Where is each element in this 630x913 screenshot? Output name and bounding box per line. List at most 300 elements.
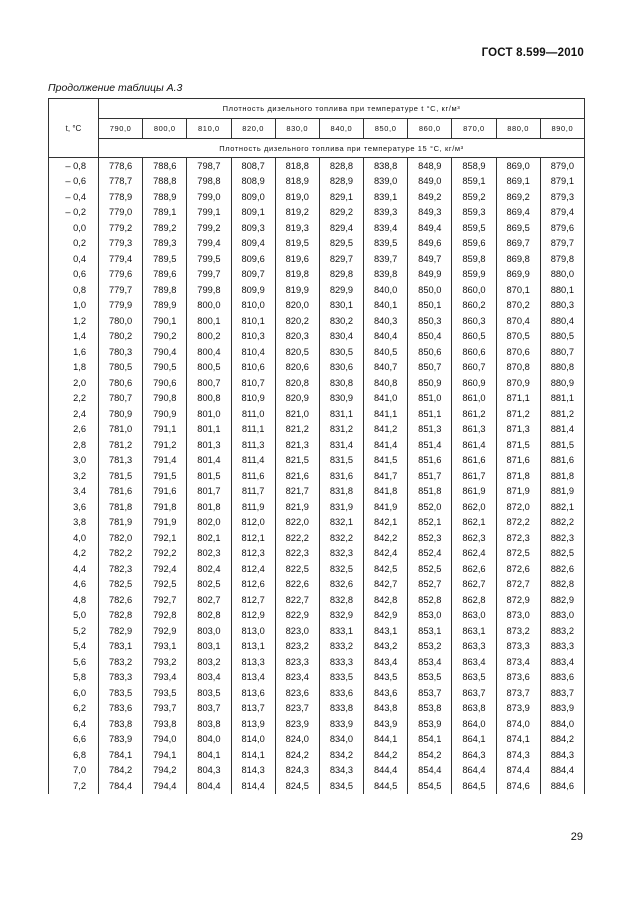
density-cell: 782,0 xyxy=(99,530,143,546)
temperature-cell: 0,8 xyxy=(49,282,99,298)
density-cell: 808,7 xyxy=(231,158,275,174)
density-column-header: 870,0 xyxy=(452,119,496,139)
density-cell: 821,3 xyxy=(275,437,319,453)
density-cell: 820,9 xyxy=(275,391,319,407)
density-cell: 833,3 xyxy=(319,654,363,670)
density-cell: 789,5 xyxy=(143,251,187,267)
density-cell: 780,0 xyxy=(99,313,143,329)
table-row xyxy=(49,406,585,422)
density-cell: 862,0 xyxy=(452,499,496,515)
density-cell: 860,2 xyxy=(452,298,496,314)
density-cell: 782,5 xyxy=(99,577,143,593)
density-cell: 802,1 xyxy=(187,530,231,546)
density-cell: 879,4 xyxy=(540,205,584,221)
density-cell: 869,1 xyxy=(496,174,540,190)
density-cell: 880,8 xyxy=(540,360,584,376)
density-cell: 833,5 xyxy=(319,670,363,686)
density-cell: 800,1 xyxy=(187,313,231,329)
temperature-cell: 2,0 xyxy=(49,375,99,391)
density-cell: 840,7 xyxy=(364,360,408,376)
density-cell: 784,4 xyxy=(99,778,143,794)
temperature-cell: 4,6 xyxy=(49,577,99,593)
density-cell: 791,9 xyxy=(143,515,187,531)
density-cell: 853,9 xyxy=(408,716,452,732)
table-row xyxy=(49,158,585,174)
temperature-cell: 1,2 xyxy=(49,313,99,329)
temperature-cell: 5,2 xyxy=(49,623,99,639)
density-cell: 810,9 xyxy=(231,391,275,407)
density-cell: 810,7 xyxy=(231,375,275,391)
temperature-cell: 6,4 xyxy=(49,716,99,732)
density-cell: 864,0 xyxy=(452,716,496,732)
density-cell: 874,0 xyxy=(496,716,540,732)
density-cell: 873,4 xyxy=(496,654,540,670)
density-cell: 828,8 xyxy=(319,158,363,174)
density-cell: 800,0 xyxy=(187,298,231,314)
density-cell: 862,4 xyxy=(452,546,496,562)
density-cell: 792,1 xyxy=(143,530,187,546)
density-cell: 833,1 xyxy=(319,623,363,639)
density-cell: 782,9 xyxy=(99,623,143,639)
density-cell: 860,0 xyxy=(452,282,496,298)
density-cell: 788,9 xyxy=(143,189,187,205)
density-cell: 809,1 xyxy=(231,205,275,221)
density-cell: 821,9 xyxy=(275,499,319,515)
density-cell: 829,7 xyxy=(319,251,363,267)
density-cell: 791,1 xyxy=(143,422,187,438)
density-cell: 782,2 xyxy=(99,546,143,562)
density-cell: 833,6 xyxy=(319,685,363,701)
density-cell: 814,4 xyxy=(231,778,275,794)
density-cell: 854,1 xyxy=(408,732,452,748)
density-cell: 800,2 xyxy=(187,329,231,345)
density-cell: 783,9 xyxy=(99,732,143,748)
table-row xyxy=(49,716,585,732)
density-cell: 812,4 xyxy=(231,561,275,577)
density-cell: 872,9 xyxy=(496,592,540,608)
density-cell: 879,1 xyxy=(540,174,584,190)
density-cell: 859,6 xyxy=(452,236,496,252)
table-row xyxy=(49,670,585,686)
density-cell: 834,0 xyxy=(319,732,363,748)
density-cell: 778,7 xyxy=(99,174,143,190)
density-cell: 829,8 xyxy=(319,267,363,283)
density-cell: 804,1 xyxy=(187,747,231,763)
density-cell: 794,0 xyxy=(143,732,187,748)
density-cell: 782,6 xyxy=(99,592,143,608)
density-cell: 869,7 xyxy=(496,236,540,252)
density-cell: 802,0 xyxy=(187,515,231,531)
density-cell: 882,6 xyxy=(540,561,584,577)
density-cell: 823,9 xyxy=(275,716,319,732)
density-cell: 840,5 xyxy=(364,344,408,360)
density-cell: 844,5 xyxy=(364,778,408,794)
density-cell: 813,7 xyxy=(231,701,275,717)
density-cell: 862,1 xyxy=(452,515,496,531)
density-cell: 880,1 xyxy=(540,282,584,298)
density-cell: 801,5 xyxy=(187,468,231,484)
temperature-cell: 4,2 xyxy=(49,546,99,562)
density-cell: 794,1 xyxy=(143,747,187,763)
density-cell: 779,9 xyxy=(99,298,143,314)
table-row xyxy=(49,623,585,639)
density-cell: 811,6 xyxy=(231,468,275,484)
density-cell: 883,4 xyxy=(540,654,584,670)
density-cell: 793,4 xyxy=(143,670,187,686)
table-row xyxy=(49,236,585,252)
temperature-cell: 0,0 xyxy=(49,220,99,236)
density-cell: 843,5 xyxy=(364,670,408,686)
density-cell: 859,1 xyxy=(452,174,496,190)
density-cell: 803,7 xyxy=(187,701,231,717)
density-cell: 874,6 xyxy=(496,778,540,794)
density-cell: 821,0 xyxy=(275,406,319,422)
density-cell: 803,8 xyxy=(187,716,231,732)
density-cell: 853,5 xyxy=(408,670,452,686)
density-cell: 870,9 xyxy=(496,375,540,391)
density-cell: 880,5 xyxy=(540,329,584,345)
temperature-cell: 5,0 xyxy=(49,608,99,624)
density-cell: 778,9 xyxy=(99,189,143,205)
density-cell: 842,5 xyxy=(364,561,408,577)
density-cell: 783,6 xyxy=(99,701,143,717)
density-cell: 881,4 xyxy=(540,422,584,438)
density-cell: 790,4 xyxy=(143,344,187,360)
density-cell: 779,3 xyxy=(99,236,143,252)
density-cell: 792,5 xyxy=(143,577,187,593)
density-cell: 811,3 xyxy=(231,437,275,453)
density-cell: 834,5 xyxy=(319,778,363,794)
density-cell: 803,4 xyxy=(187,670,231,686)
temperature-cell: – 0,8 xyxy=(49,158,99,174)
density-cell: 843,2 xyxy=(364,639,408,655)
density-cell: 790,6 xyxy=(143,375,187,391)
density-cell: 841,1 xyxy=(364,406,408,422)
density-cell: 843,8 xyxy=(364,701,408,717)
density-cell: 839,1 xyxy=(364,189,408,205)
density-cell: 789,6 xyxy=(143,267,187,283)
table-row xyxy=(49,530,585,546)
density-cell: 864,1 xyxy=(452,732,496,748)
density-cell: 811,7 xyxy=(231,484,275,500)
density-cell: 871,2 xyxy=(496,406,540,422)
density-cell: 784,1 xyxy=(99,747,143,763)
density-cell: 880,9 xyxy=(540,375,584,391)
table-row xyxy=(49,685,585,701)
density-cell: 862,6 xyxy=(452,561,496,577)
table-row xyxy=(49,577,585,593)
density-cell: 824,2 xyxy=(275,747,319,763)
density-cell: 849,4 xyxy=(408,220,452,236)
table-row xyxy=(49,608,585,624)
density-cell: 809,7 xyxy=(231,267,275,283)
temperature-cell: 3,0 xyxy=(49,453,99,469)
density-cell: 864,3 xyxy=(452,747,496,763)
density-cell: 871,6 xyxy=(496,453,540,469)
page-number: 29 xyxy=(570,831,583,843)
density-header-row xyxy=(49,119,585,139)
density-cell: 882,9 xyxy=(540,592,584,608)
temperature-cell: 3,2 xyxy=(49,468,99,484)
temperature-cell: 2,4 xyxy=(49,406,99,422)
density-cell: 800,5 xyxy=(187,360,231,376)
temperature-cell: 6,6 xyxy=(49,732,99,748)
table-row xyxy=(49,282,585,298)
density-cell: 823,2 xyxy=(275,639,319,655)
density-cell: 850,0 xyxy=(408,282,452,298)
density-cell: 873,9 xyxy=(496,701,540,717)
density-cell: 830,1 xyxy=(319,298,363,314)
density-cell: 883,2 xyxy=(540,623,584,639)
density-cell: 824,0 xyxy=(275,732,319,748)
density-cell: 820,6 xyxy=(275,360,319,376)
density-cell: 831,4 xyxy=(319,437,363,453)
density-cell: 802,5 xyxy=(187,577,231,593)
density-cell: 819,8 xyxy=(275,267,319,283)
density-cell: 801,1 xyxy=(187,422,231,438)
table-row xyxy=(49,422,585,438)
density-cell: 831,9 xyxy=(319,499,363,515)
density-cell: 803,1 xyxy=(187,639,231,655)
density-column-header: 790,0 xyxy=(99,119,143,139)
temperature-cell: 7,0 xyxy=(49,763,99,779)
temperature-cell: 2,6 xyxy=(49,422,99,438)
table-row xyxy=(49,298,585,314)
temperature-cell: – 0,6 xyxy=(49,174,99,190)
temperature-cell: – 0,2 xyxy=(49,205,99,221)
density-cell: 800,8 xyxy=(187,391,231,407)
density-column-header: 810,0 xyxy=(187,119,231,139)
density-cell: 854,2 xyxy=(408,747,452,763)
density-cell: 824,3 xyxy=(275,763,319,779)
density-column-header: 880,0 xyxy=(496,119,540,139)
density-cell: 780,3 xyxy=(99,344,143,360)
density-cell: 843,1 xyxy=(364,623,408,639)
density-cell: 780,2 xyxy=(99,329,143,345)
density-cell: 793,8 xyxy=(143,716,187,732)
density-cell: 822,0 xyxy=(275,515,319,531)
density-cell: 821,5 xyxy=(275,453,319,469)
table-row xyxy=(49,329,585,345)
density-cell: 860,6 xyxy=(452,344,496,360)
density-cell: 794,2 xyxy=(143,763,187,779)
density-cell: 840,1 xyxy=(364,298,408,314)
density-cell: 810,6 xyxy=(231,360,275,376)
density-cell: 819,3 xyxy=(275,220,319,236)
density-cell: 841,8 xyxy=(364,484,408,500)
density-cell: 800,7 xyxy=(187,375,231,391)
table-row xyxy=(49,375,585,391)
density-cell: 861,0 xyxy=(452,391,496,407)
density-cell: 871,8 xyxy=(496,468,540,484)
density-cell: 840,8 xyxy=(364,375,408,391)
density-cell: 799,1 xyxy=(187,205,231,221)
density-cell: 861,2 xyxy=(452,406,496,422)
density-cell: 883,6 xyxy=(540,670,584,686)
document-id: ГОСТ 8.599—2010 xyxy=(481,47,584,59)
density-cell: 853,2 xyxy=(408,639,452,655)
density-cell: 812,9 xyxy=(231,608,275,624)
density-cell: 779,2 xyxy=(99,220,143,236)
density-cell: 872,6 xyxy=(496,561,540,577)
temperature-cell: 3,6 xyxy=(49,499,99,515)
density-cell: 783,8 xyxy=(99,716,143,732)
density-column-header: 800,0 xyxy=(143,119,187,139)
density-cell: 863,1 xyxy=(452,623,496,639)
table-row xyxy=(49,267,585,283)
density-cell: 852,3 xyxy=(408,530,452,546)
density-cell: 869,8 xyxy=(496,251,540,267)
density-cell: 863,4 xyxy=(452,654,496,670)
density-cell: 793,2 xyxy=(143,654,187,670)
density-cell: 782,3 xyxy=(99,561,143,577)
density-cell: 814,3 xyxy=(231,763,275,779)
temperature-cell: 6,0 xyxy=(49,685,99,701)
density-cell: 873,2 xyxy=(496,623,540,639)
density-cell: 849,7 xyxy=(408,251,452,267)
density-cell: 822,2 xyxy=(275,530,319,546)
density-cell: 829,2 xyxy=(319,205,363,221)
density-cell: 791,5 xyxy=(143,468,187,484)
density-cell: 850,7 xyxy=(408,360,452,376)
density-cell: 804,3 xyxy=(187,763,231,779)
density-cell: 838,8 xyxy=(364,158,408,174)
density-cell: 810,0 xyxy=(231,298,275,314)
density-cell: 849,0 xyxy=(408,174,452,190)
density-cell: 844,4 xyxy=(364,763,408,779)
table-row xyxy=(49,561,585,577)
temperature-cell: 4,0 xyxy=(49,530,99,546)
density-cell: 851,7 xyxy=(408,468,452,484)
density-cell: 833,2 xyxy=(319,639,363,655)
density-cell: 801,0 xyxy=(187,406,231,422)
table-row xyxy=(49,592,585,608)
density-cell: 839,8 xyxy=(364,267,408,283)
density-cell: 863,7 xyxy=(452,685,496,701)
density-cell: 812,0 xyxy=(231,515,275,531)
density-cell: 832,3 xyxy=(319,546,363,562)
table-row xyxy=(49,189,585,205)
density-cell: 802,8 xyxy=(187,608,231,624)
density-cell: 882,8 xyxy=(540,577,584,593)
density-cell: 792,9 xyxy=(143,623,187,639)
density-cell: 874,3 xyxy=(496,747,540,763)
density-cell: 822,7 xyxy=(275,592,319,608)
t-column-header: t, °C xyxy=(49,99,99,158)
density-cell: 819,2 xyxy=(275,205,319,221)
density-cell: 781,8 xyxy=(99,499,143,515)
density-cell: 860,3 xyxy=(452,313,496,329)
density-cell: 879,0 xyxy=(540,158,584,174)
density-cell: 832,6 xyxy=(319,577,363,593)
table-row xyxy=(49,453,585,469)
density-cell: 789,2 xyxy=(143,220,187,236)
density-cell: 790,8 xyxy=(143,391,187,407)
density-cell: 839,7 xyxy=(364,251,408,267)
table-row xyxy=(49,499,585,515)
density-cell: 841,2 xyxy=(364,422,408,438)
density-cell: 823,4 xyxy=(275,670,319,686)
density-cell: 809,0 xyxy=(231,189,275,205)
density-cell: 882,5 xyxy=(540,546,584,562)
density-cell: 859,5 xyxy=(452,220,496,236)
density-cell: 842,4 xyxy=(364,546,408,562)
density-column-header: 830,0 xyxy=(275,119,319,139)
density-cell: 860,7 xyxy=(452,360,496,376)
density-cell: 802,4 xyxy=(187,561,231,577)
density-cell: 779,4 xyxy=(99,251,143,267)
density-cell: 818,8 xyxy=(275,158,319,174)
density-cell: 812,6 xyxy=(231,577,275,593)
density-column-header: 840,0 xyxy=(319,119,363,139)
density-cell: 851,1 xyxy=(408,406,452,422)
density-cell: 858,9 xyxy=(452,158,496,174)
density-cell: 853,8 xyxy=(408,701,452,717)
density-cell: 873,3 xyxy=(496,639,540,655)
density-cell: 883,0 xyxy=(540,608,584,624)
density-cell: 879,6 xyxy=(540,220,584,236)
table-row xyxy=(49,639,585,655)
density-cell: 852,8 xyxy=(408,592,452,608)
density-cell: 881,1 xyxy=(540,391,584,407)
density-cell: 834,2 xyxy=(319,747,363,763)
density-cell: 823,0 xyxy=(275,623,319,639)
density-cell: 870,8 xyxy=(496,360,540,376)
density-cell: 870,1 xyxy=(496,282,540,298)
density-column-header: 850,0 xyxy=(364,119,408,139)
density-cell: 783,1 xyxy=(99,639,143,655)
density-cell: 844,1 xyxy=(364,732,408,748)
density-cell: 831,5 xyxy=(319,453,363,469)
density-cell: 848,9 xyxy=(408,158,452,174)
density-cell: 808,9 xyxy=(231,174,275,190)
temperature-cell: – 0,4 xyxy=(49,189,99,205)
density-cell: 789,1 xyxy=(143,205,187,221)
density-cell: 821,7 xyxy=(275,484,319,500)
density-table xyxy=(48,98,585,794)
density-cell: 792,4 xyxy=(143,561,187,577)
density-cell: 859,2 xyxy=(452,189,496,205)
density-cell: 861,9 xyxy=(452,484,496,500)
density-cell: 782,8 xyxy=(99,608,143,624)
density-cell: 809,3 xyxy=(231,220,275,236)
density-cell: 791,4 xyxy=(143,453,187,469)
density-cell: 789,9 xyxy=(143,298,187,314)
density-cell: 821,6 xyxy=(275,468,319,484)
temperature-cell: 1,0 xyxy=(49,298,99,314)
density-cell: 811,1 xyxy=(231,422,275,438)
density-cell: 813,6 xyxy=(231,685,275,701)
density-cell: 831,6 xyxy=(319,468,363,484)
density-cell: 879,3 xyxy=(540,189,584,205)
density-cell: 872,5 xyxy=(496,546,540,562)
density-cell: 809,4 xyxy=(231,236,275,252)
density-cell: 833,8 xyxy=(319,701,363,717)
table-row xyxy=(49,484,585,500)
density-cell: 851,3 xyxy=(408,422,452,438)
density-cell: 859,8 xyxy=(452,251,496,267)
density-cell: 822,6 xyxy=(275,577,319,593)
table-body xyxy=(49,158,585,794)
density-cell: 792,2 xyxy=(143,546,187,562)
density-cell: 799,0 xyxy=(187,189,231,205)
density-cell: 870,2 xyxy=(496,298,540,314)
temperature-cell: 0,6 xyxy=(49,267,99,283)
density-cell: 830,2 xyxy=(319,313,363,329)
density-cell: 792,7 xyxy=(143,592,187,608)
density-cell: 799,8 xyxy=(187,282,231,298)
density-cell: 839,5 xyxy=(364,236,408,252)
